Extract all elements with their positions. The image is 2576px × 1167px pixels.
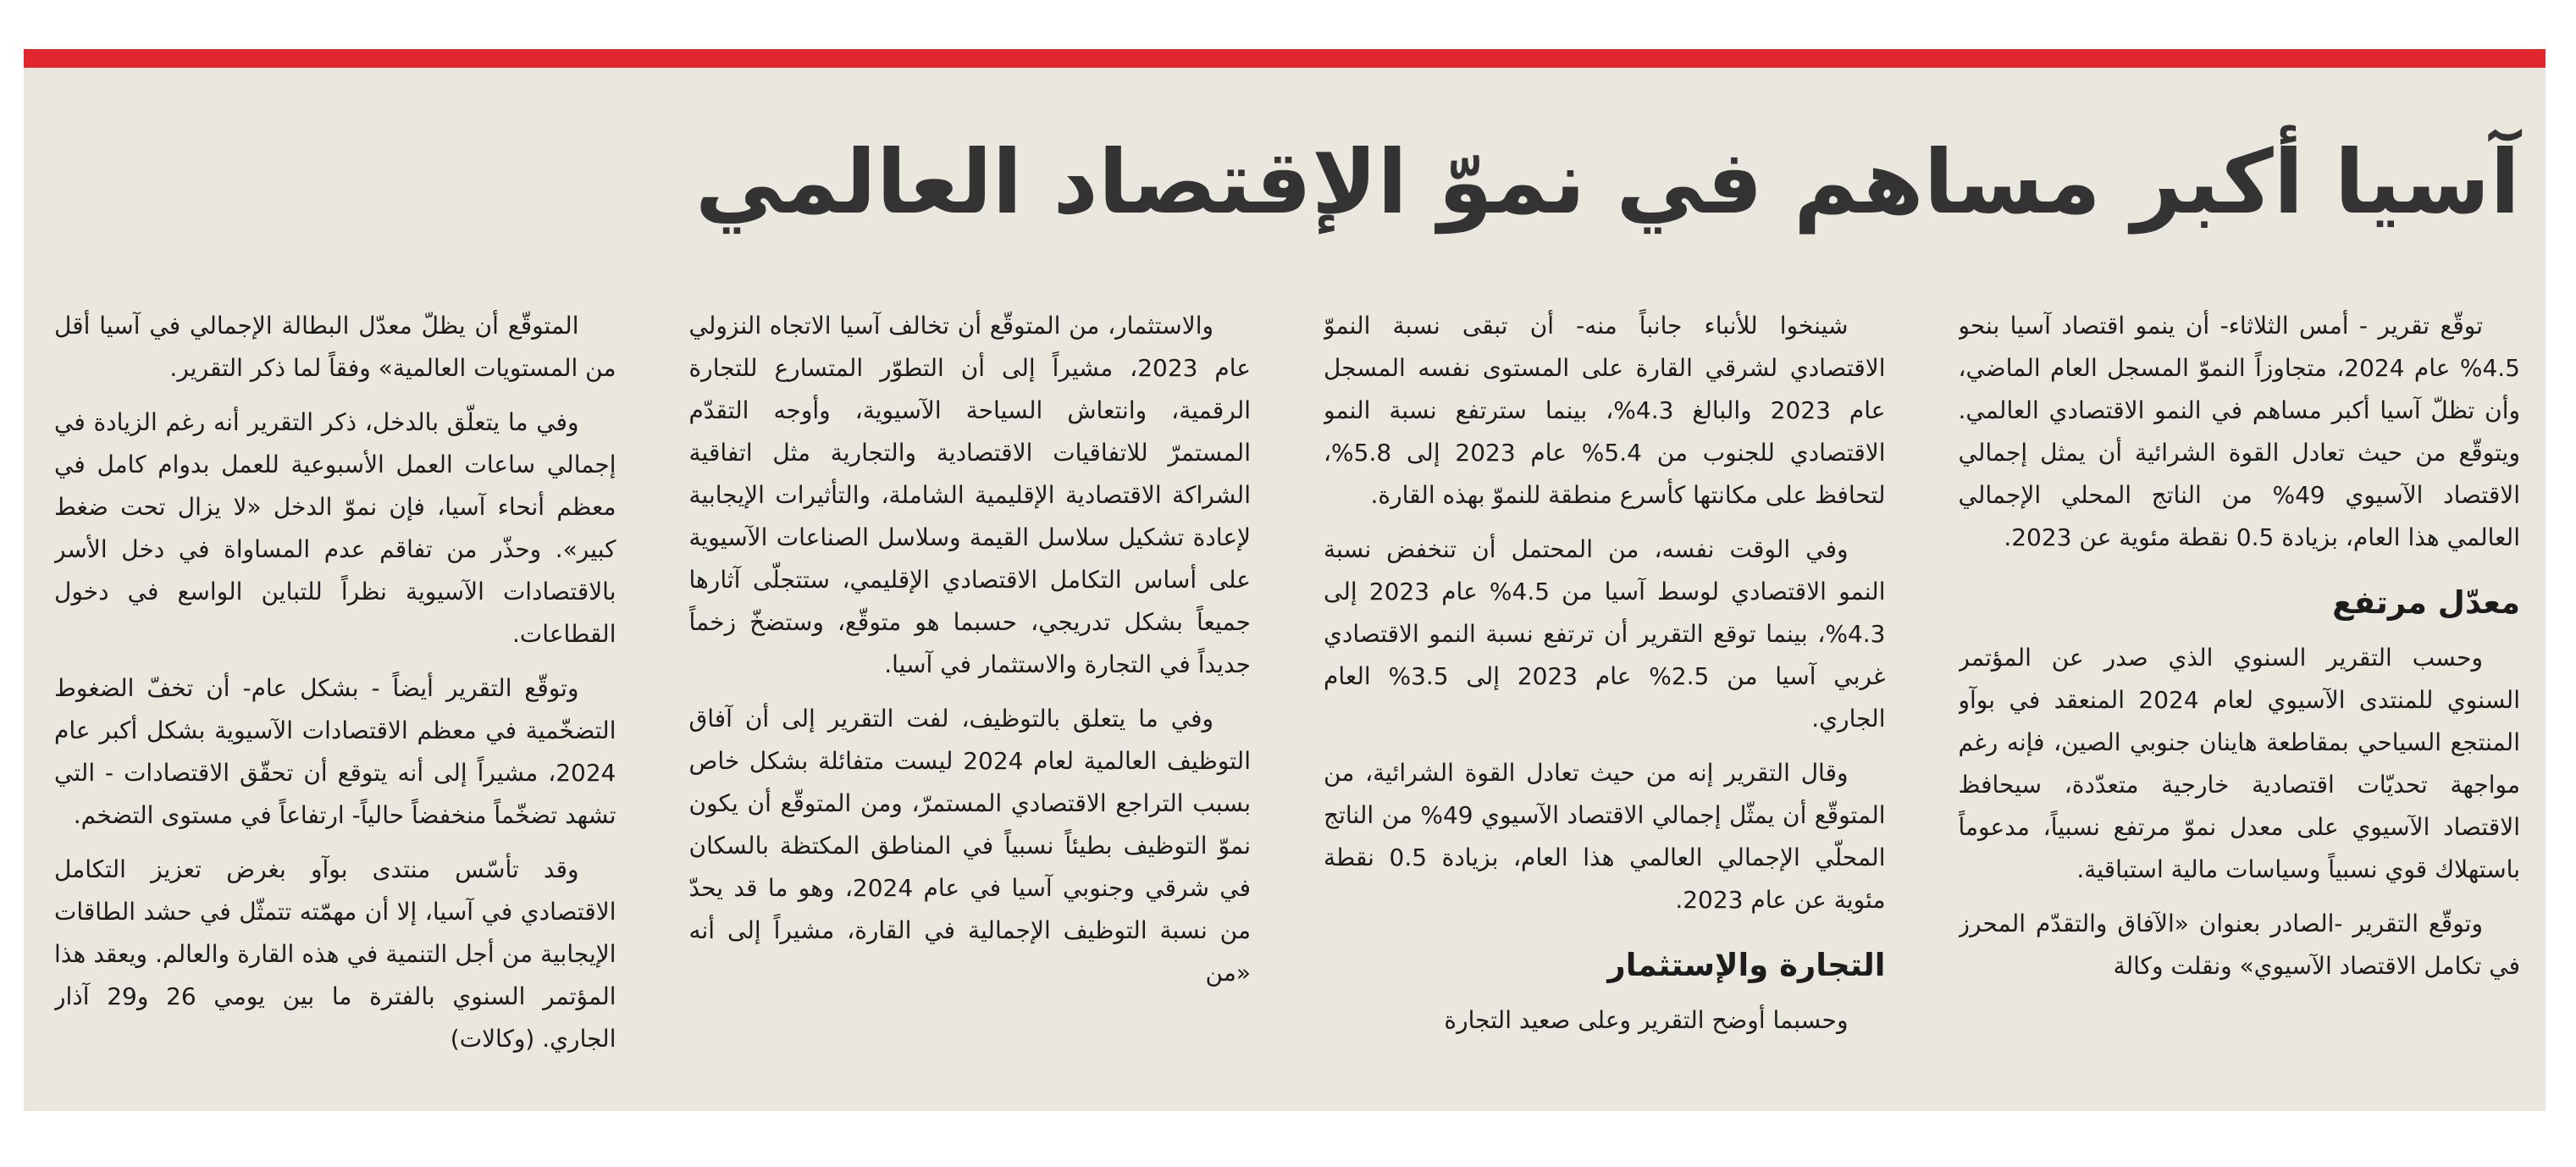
article-body	[54, 305, 2520, 1086]
text-column-1	[1959, 305, 2521, 1086]
paragraph: والاستثمار، من المتوقّع أن تخالف آسيا الاتجاه النزولي عام 2023، مشيراً إلى أن التطوّر المتسارع للتجارة الرقمية، وانتعاش السياحة الآسيوية، وأوجه التقدّم المستمرّ للاتفاقيات الاقتصادية والتجارية مثل اتفاقية الشراكة الاقتصادية الإقليمية الشاملة، والتأثيرات الإيجابية لإعادة تشكيل سلاسل القيمة وسلاسل الصناعات الآسيوية على أساس التكامل الاقتصادي الإقليمي، ستتجلّى آثارها جميعاً بشكل تدريجي، حسبما هو متوقّع، وستضخّ زخماً جديداً في التجارة والاستثمار في آسيا.	[688, 312, 1251, 678]
news-article	[24, 49, 2546, 1111]
paragraph: وتوقّع التقرير أيضاً - بشكل عام- أن تخفّ الضغوط التضخّمية في معظم الاقتصادات الآسيوية بشكل أكبر عام 2024، مشيراً إلى أنه يتوقع أن تحقّق الاقتصادات - التي تشهد تضخّماً منخفضاً حالياً- ارتفاعاً في مستوى التضخم.	[54, 674, 616, 829]
text-column-4	[54, 305, 616, 1086]
subheading: التجارة والإستثمار	[1607, 947, 1886, 983]
paragraph: وقد تأسّس منتدى بوآو بغرض تعزيز التكامل الاقتصادي في آسيا، إلا أن مهمّته تتمثّل في حشد الطاقات الإيجابية من أجل التنمية في هذه القارة والعالم. ويعقد هذا المؤتمر السنوي بالفترة ما بين يومي 26 و29 آذار الجاري. (وكالات)	[54, 855, 616, 1053]
paragraph: وتوقّع التقرير -الصادر بعنوان «الآفاق والتقدّم المحرز في تكامل الاقتصاد الآسيوي» ونقلت وكالة	[1958, 910, 2520, 980]
paragraph: وحسب التقرير السنوي الذي صدر عن المؤتمر السنوي للمنتدى الآسيوي لعام 2024 المنعقد في بوآو المنتجع السياحي بمقاطعة هاينان جنوبي الصين، فإنه رغم مواجهة تحديّات اقتصادية خارجية متعدّدة، سيحافظ الاقتصاد الآسيوي على معدل نموّ مرتفع نسبياً، مدعوماً باستهلاك قوي نسبياً وسياسات مالية استباقية.	[1958, 644, 2520, 883]
paragraph: وحسبما أوضح التقرير وعلى صعيد التجارة	[1444, 1006, 1849, 1034]
paragraph: وفي ما يتعلق بالتوظيف، لفت التقرير إلى أن آفاق التوظيف العالمية لعام 2024 ليست متفائلة بشكل خاص بسبب التراجع الاقتصادي المستمرّ، ومن المتوقّع أن يكون نموّ التوظيف بطيئاً نسبياً في المناطق المكتظة بالسكان في شرقي وجنوبي آسيا في عام 2024، وهو ما قد يحدّ من نسبة التوظيف الإجمالية في القارة، مشيراً إلى أنه «من	[688, 705, 1251, 987]
article-headline: آسيا أكبر مساهم في نموّ الإقتصاد العالمي	[694, 130, 2520, 234]
paragraph: شينخوا للأنباء جانباً منه- أن تبقى نسبة النموّ الاقتصادي لشرقي القارة على المستوى نفسه المسجل عام 2023 والبالغ 4.3%، بينما سترتفع نسبة النمو الاقتصادي للجنوب من 5.4% عام 2023 إلى 5.8%، لتحافظ على مكانتها كأسرع منطقة للنموّ بهذه القارة.	[1324, 312, 1886, 509]
text-column-3	[689, 305, 1252, 1086]
paragraph: توقّع تقرير - أمس الثلاثاء- أن ينمو اقتصاد آسيا بنحو 4.5% عام 2024، متجاوزاً النموّ المسجل العام الماضي، وأن تظلّ آسيا أكبر مساهم في النمو الاقتصادي العالمي. ويتوقّع من حيث تعادل القوة الشرائية أن يمثل إجمالي الاقتصاد الآسيوي 49% من الناتج المحلي الإجمالي العالمي هذا العام، بزيادة 0.5 نقطة مئوية عن 2023.	[1958, 312, 2520, 551]
subheading: معدّل مرتفع	[2332, 584, 2520, 621]
paragraph: وفي الوقت نفسه، من المحتمل أن تنخفض نسبة النمو الاقتصادي لوسط آسيا من 4.5% عام 2023 إلى 4.3%، بينما توقع التقرير أن ترتفع نسبة النمو الاقتصادي غربي آسيا من 2.5% عام 2023 إلى 3.5% العام الجاري.	[1324, 535, 1886, 733]
paragraph: المتوقّع أن يظلّ معدّل البطالة الإجمالي في آسيا أقل من المستويات العالمية» وفقاً لما ذكر التقرير.	[54, 312, 616, 382]
paragraph: وفي ما يتعلّق بالدخل، ذكر التقرير أنه رغم الزيادة في إجمالي ساعات العمل الأسبوعية للعمل بدوام كامل في معظم أنحاء آسيا، فإن نموّ الدخل «لا يزال تحت ضغط كبير». وحذّر من تفاقم عدم المساواة في دخل الأسر بالاقتصادات الآسيوية نظراً للتباين الواسع في دخول القطاعات.	[54, 408, 616, 648]
paragraph: وقال التقرير إنه من حيث تعادل القوة الشرائية، من المتوقّع أن يمثّل إجمالي الاقتصاد الآسيوي 49% من الناتج المحلّي الإجمالي العالمي هذا العام، بزيادة 0.5 نقطة مئوية عن عام 2023.	[1324, 759, 1886, 914]
text-column-2	[1324, 305, 1886, 1086]
